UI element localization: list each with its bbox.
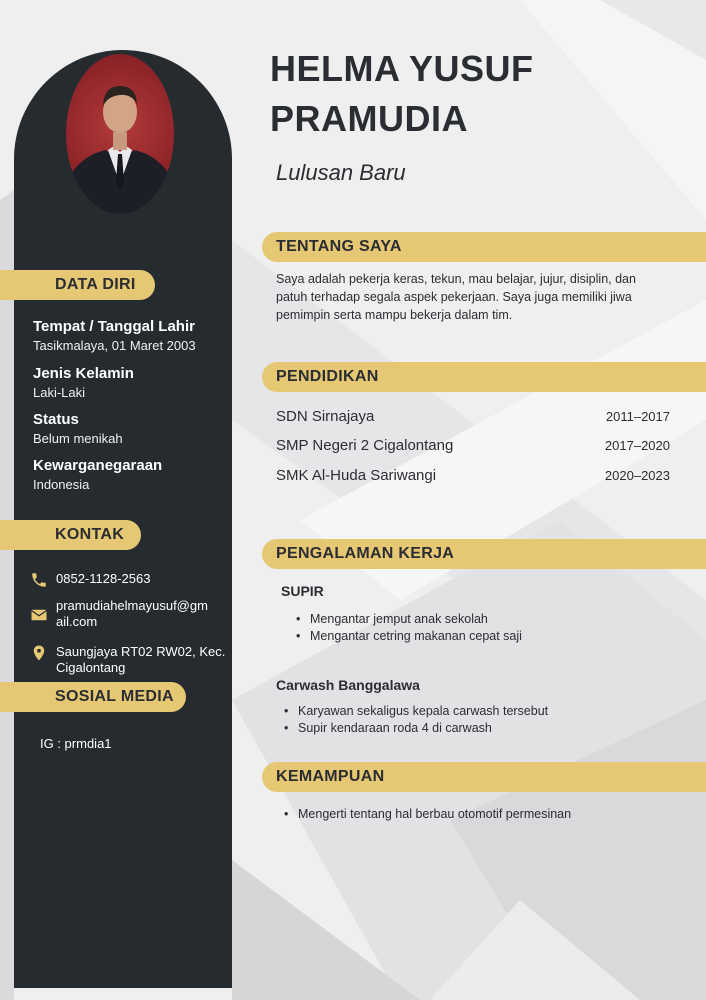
list-item: • Mengerti tentang hal berbau otomotif permesinan bbox=[284, 807, 572, 821]
education-item bbox=[276, 408, 676, 425]
school-name: SDN Sirnajaya bbox=[276, 408, 375, 425]
name-line2: PRAMUDIA bbox=[270, 98, 468, 139]
gender-label: Jenis Kelamin bbox=[33, 365, 134, 382]
about-text bbox=[276, 270, 676, 324]
about-line3: pemimpin serta mampu bekerja dalam tim. bbox=[276, 308, 513, 322]
data-diri-heading bbox=[0, 270, 155, 300]
pengalaman-kerja-heading bbox=[262, 539, 706, 569]
pengalaman-kerja-heading-text: PENGALAMAN KERJA bbox=[276, 545, 455, 562]
list-item: • Mengantar cetring makanan cepat saji bbox=[296, 629, 522, 643]
job-duties bbox=[296, 611, 522, 645]
email-line1: pramudiahelmayusuf@gm bbox=[56, 598, 208, 613]
job-title: Carwash Banggalawa bbox=[276, 677, 420, 693]
kontak-heading-text: KONTAK bbox=[55, 526, 125, 543]
job-duties bbox=[284, 703, 548, 737]
location-pin-icon bbox=[30, 644, 50, 662]
kontak-heading bbox=[0, 520, 141, 550]
phone-icon bbox=[30, 571, 50, 589]
tentang-saya-heading-text: TENTANG SAYA bbox=[276, 238, 402, 255]
about-line1: Saya adalah pekerja keras, tekun, mau belajar, jujur, disiplin, dan bbox=[276, 272, 636, 286]
duty-text: Mengantar jemput anak sekolah bbox=[310, 612, 488, 626]
gender-value: Laki-Laki bbox=[33, 385, 86, 400]
status-label: Status bbox=[33, 411, 79, 428]
duty-text: Supir kendaraan roda 4 di carwash bbox=[298, 721, 492, 735]
list-item: • Supir kendaraan roda 4 di carwash bbox=[284, 721, 492, 735]
birth-label: Tempat / Tanggal Lahir bbox=[33, 318, 195, 335]
school-name: SMK Al-Huda Sariwangi bbox=[276, 467, 437, 484]
full-name bbox=[270, 44, 534, 144]
data-diri-heading-text: DATA DIRI bbox=[55, 276, 136, 293]
status-value: Belum menikah bbox=[33, 431, 123, 446]
email-row[interactable] bbox=[30, 598, 208, 630]
nationality-label: Kewarganegaraan bbox=[33, 457, 163, 474]
education-item bbox=[276, 467, 676, 484]
school-years: 2020–2023 bbox=[604, 468, 670, 483]
list-item: • Karyawan sekaligus kepala carwash tersebut bbox=[284, 704, 549, 718]
school-years: 2011–2017 bbox=[605, 409, 670, 424]
school-name: SMP Negeri 2 Cigalontang bbox=[276, 437, 454, 454]
email-line2: ail.com bbox=[56, 614, 98, 629]
nationality-info bbox=[33, 457, 162, 492]
about-line2: patuh terhadap segala aspek pekerjaan. Saya juga memiliki jiwa bbox=[276, 290, 632, 304]
list-item: • Mengantar jemput anak sekolah bbox=[296, 612, 488, 626]
sosial-media-heading bbox=[0, 682, 186, 712]
skills-list bbox=[284, 806, 571, 823]
nationality-value: Indonesia bbox=[33, 477, 90, 492]
name-line1: HELMA YUSUF bbox=[270, 48, 534, 89]
mail-icon bbox=[30, 606, 50, 624]
address-row bbox=[30, 644, 225, 676]
pendidikan-heading bbox=[262, 362, 706, 392]
education-item bbox=[276, 437, 676, 454]
instagram-handle: IG : prmdia1 bbox=[40, 736, 112, 751]
skill-text: Mengerti tentang hal berbau otomotif permesinan bbox=[298, 807, 572, 821]
profile-photo bbox=[66, 54, 174, 214]
pendidikan-heading-text: PENDIDIKAN bbox=[276, 368, 379, 385]
duty-text: Mengantar cetring makanan cepat saji bbox=[310, 629, 522, 643]
kemampuan-heading-text: KEMAMPUAN bbox=[276, 768, 385, 785]
duty-text: Karyawan sekaligus kepala carwash tersebut bbox=[298, 704, 549, 718]
school-years: 2017–2020 bbox=[604, 438, 670, 453]
job-subtitle: Lulusan Baru bbox=[276, 160, 406, 185]
kemampuan-heading bbox=[262, 762, 706, 792]
birth-value: Tasikmalaya, 01 Maret 2003 bbox=[33, 338, 196, 353]
phone-text: 0852-1128-2563 bbox=[56, 571, 151, 586]
phone-row[interactable] bbox=[30, 571, 150, 589]
gender-info bbox=[33, 365, 134, 400]
address-line1: Saungjaya RT02 RW02, Kec. bbox=[56, 644, 226, 659]
address-line2: Cigalontang bbox=[56, 660, 126, 675]
job-title: SUPIR bbox=[281, 583, 324, 599]
tentang-saya-heading bbox=[262, 232, 706, 262]
birth-info bbox=[33, 318, 196, 353]
sosial-media-heading-text: SOSIAL MEDIA bbox=[55, 688, 174, 705]
status-info bbox=[33, 411, 123, 446]
